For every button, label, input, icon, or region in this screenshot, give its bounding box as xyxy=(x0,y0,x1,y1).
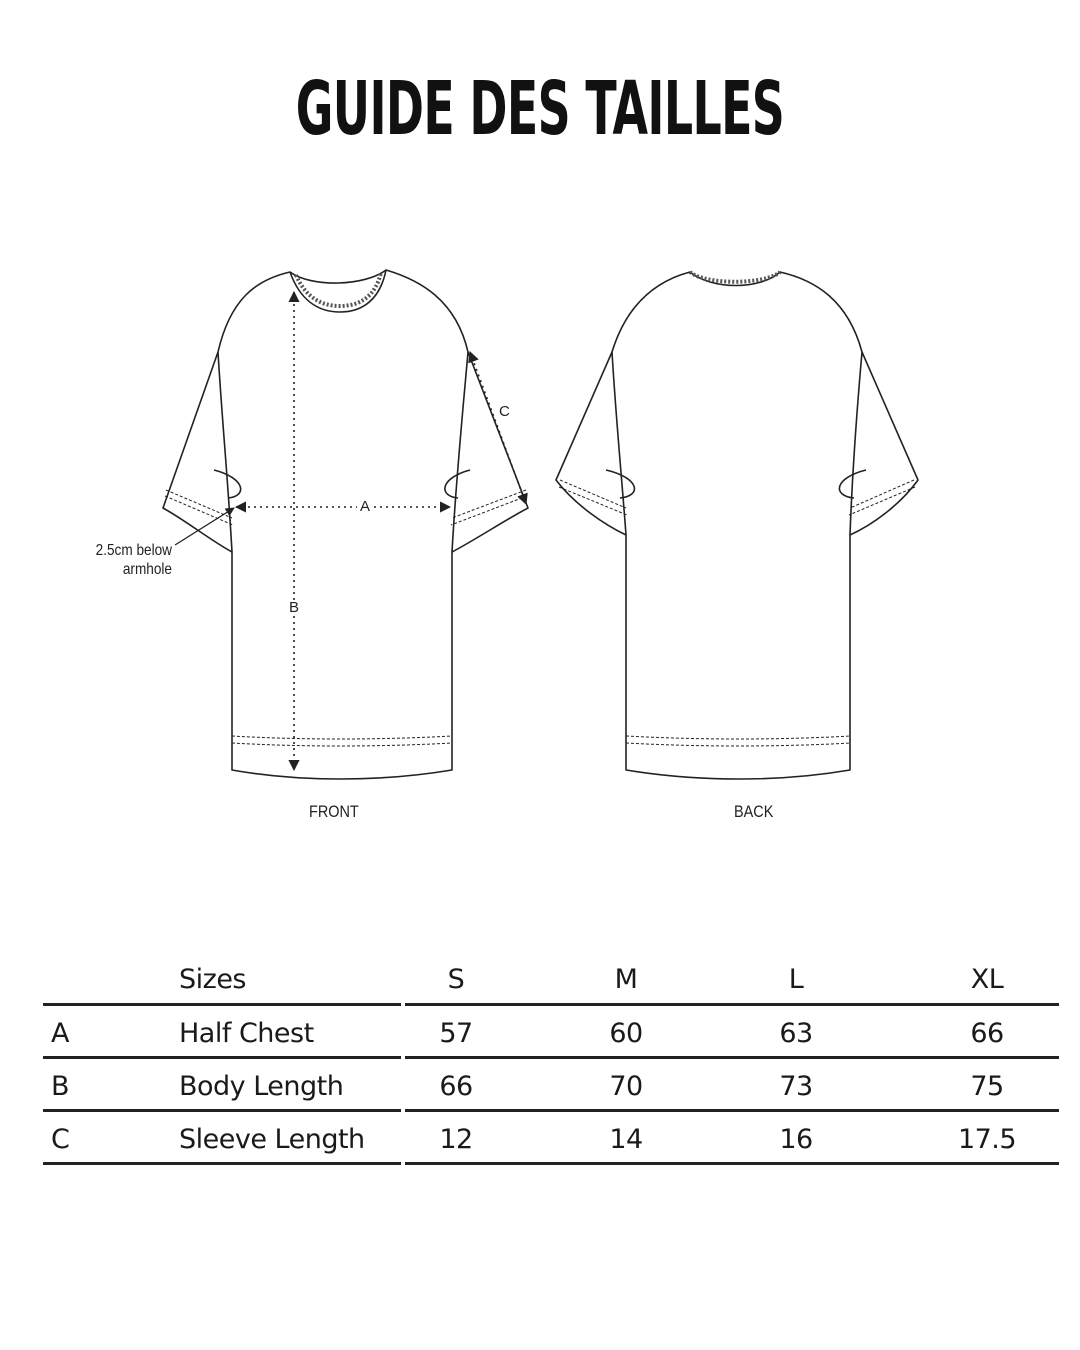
value-xl: 17.5 xyxy=(957,1124,1017,1155)
armhole-note xyxy=(70,541,172,579)
row-name: Body Length xyxy=(179,1071,344,1102)
row-code: A xyxy=(51,1018,69,1049)
note-pointer xyxy=(175,508,234,545)
table-row xyxy=(43,1059,1059,1112)
front-tshirt-drawing xyxy=(163,270,528,779)
size-table xyxy=(43,952,1059,1165)
value-m: 14 xyxy=(609,1124,643,1155)
front-measurements xyxy=(236,292,526,770)
header-size-m: M xyxy=(614,964,638,995)
page-title: GUIDE DES TAILLES xyxy=(295,66,785,152)
row-name: Sleeve Length xyxy=(179,1124,365,1155)
row-code: B xyxy=(51,1071,70,1102)
header-size-s: S xyxy=(447,964,465,995)
value-m: 60 xyxy=(609,1018,643,1049)
front-caption: FRONT xyxy=(309,802,359,821)
value-xl: 66 xyxy=(970,1018,1004,1049)
value-s: 12 xyxy=(439,1124,473,1155)
row-divider xyxy=(43,1162,401,1165)
value-m: 70 xyxy=(609,1071,643,1102)
row-code: C xyxy=(51,1124,70,1155)
value-s: 57 xyxy=(439,1018,473,1049)
measure-label-c: C xyxy=(496,404,513,419)
measure-label-a: A xyxy=(357,499,373,514)
measure-label-b: B xyxy=(286,600,302,615)
value-s: 66 xyxy=(439,1071,473,1102)
value-xl: 75 xyxy=(970,1071,1004,1102)
header-sizes: Sizes xyxy=(179,964,246,995)
header-size-l: L xyxy=(788,964,804,995)
table-row xyxy=(43,1006,1059,1059)
value-l: 73 xyxy=(779,1071,813,1102)
armhole-note-line2: armhole xyxy=(122,561,172,579)
back-tshirt-drawing xyxy=(556,272,918,779)
value-l: 63 xyxy=(779,1018,813,1049)
table-row xyxy=(43,1112,1059,1165)
header-size-xl: XL xyxy=(970,964,1004,995)
row-divider xyxy=(405,1162,1059,1165)
armhole-note-line1: 2.5cm below xyxy=(95,542,172,559)
value-l: 16 xyxy=(779,1124,813,1155)
table-header-row xyxy=(43,952,1059,1006)
row-name: Half Chest xyxy=(179,1018,314,1049)
back-caption: BACK xyxy=(734,802,774,821)
